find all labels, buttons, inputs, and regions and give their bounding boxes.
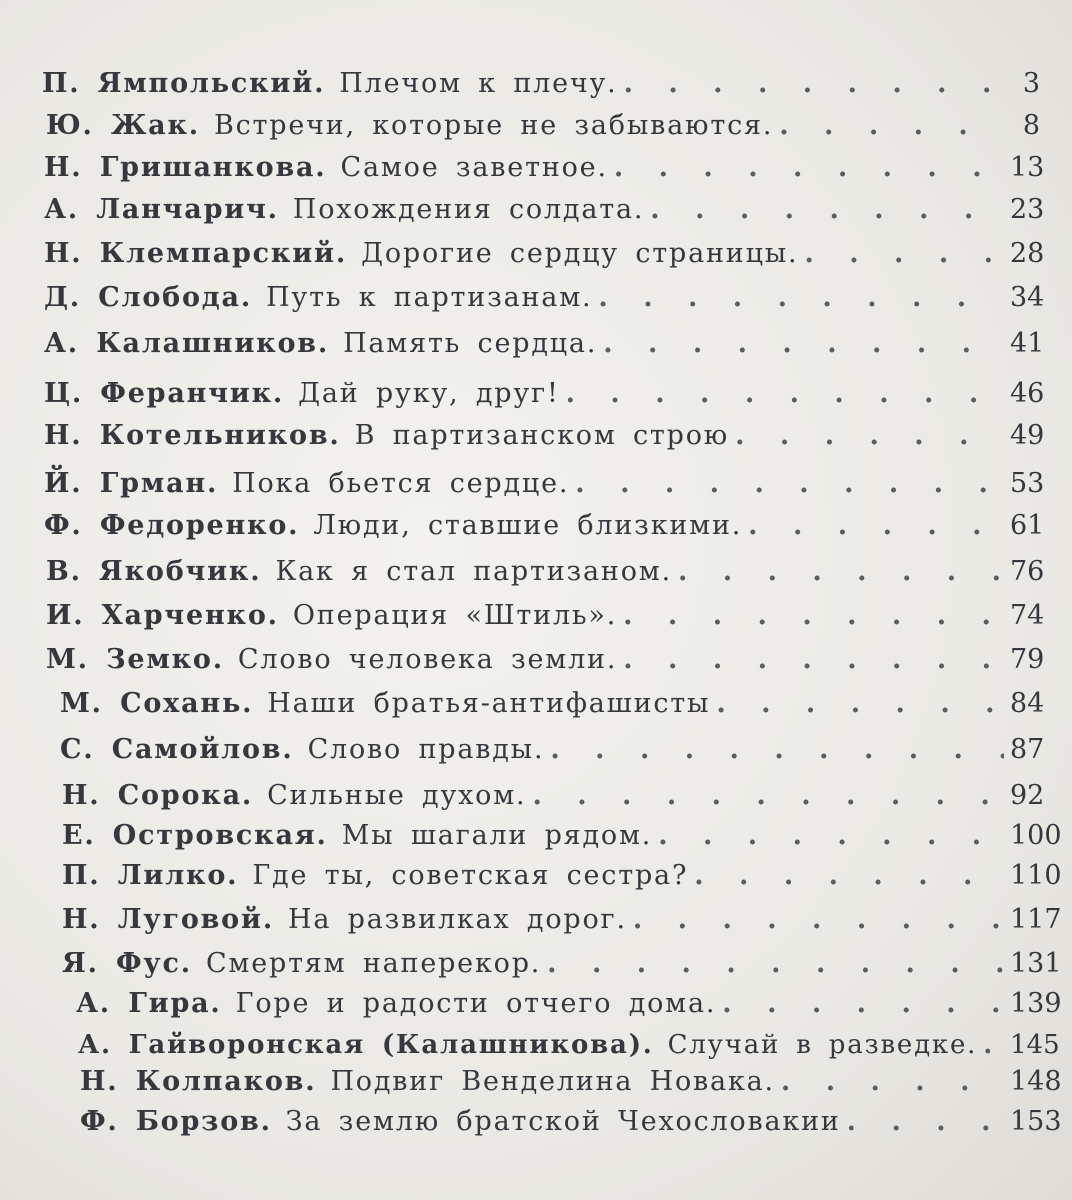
toc-entry — [44, 282, 1045, 322]
entry-page-number: 145 — [1010, 1030, 1060, 1060]
entry-page-number: 139 — [1010, 988, 1062, 1019]
entry-author: А. Гайворонская (Калашникова). — [78, 1030, 654, 1060]
entry-author: Я. Фус. — [62, 948, 192, 979]
entry-title: Сильные духом. — [267, 780, 527, 811]
toc-entry — [76, 988, 1062, 1028]
toc-entry — [46, 600, 1045, 640]
entry-author: М. Сохань. — [60, 688, 254, 719]
entry-title: Плечом к плечу. — [339, 68, 618, 99]
dot-leader — [624, 68, 1004, 99]
entry-title: На развилках дорог. — [288, 904, 627, 935]
entry-page-number: 53 — [1010, 468, 1045, 499]
entry-title: Встречи, которые не забываются. — [213, 110, 774, 141]
entry-page-number: 41 — [1010, 328, 1045, 359]
toc-entry — [42, 68, 1040, 108]
toc-entry — [44, 238, 1045, 278]
dot-leader — [547, 948, 1004, 979]
entry-title: Дорогие сердцу страницы. — [361, 238, 799, 269]
entry-author: П. Ямпольский. — [42, 68, 326, 99]
entry-title: За землю братской Чехословакии — [285, 1106, 841, 1137]
entry-title: Операция «Штиль». — [292, 600, 618, 631]
entry-page-number: 8 — [1022, 110, 1040, 141]
entry-page-number: 28 — [1010, 238, 1045, 269]
dot-leader — [847, 1106, 1004, 1137]
entry-title: Пока бьется сердце. — [232, 468, 570, 499]
entry-author: А. Гира. — [76, 988, 222, 1019]
dot-leader — [532, 780, 1004, 811]
entry-title: Горе и радости отчего дома. — [235, 988, 717, 1019]
dot-leader — [735, 420, 1004, 451]
entry-title: Случай в разведке. — [667, 1030, 978, 1060]
toc-entry — [62, 904, 1062, 944]
toc-entry — [62, 948, 1062, 988]
entry-title: Смертям наперекор. — [205, 948, 542, 979]
dot-leader — [633, 904, 1004, 935]
entry-author: Ц. Феранчик. — [44, 378, 285, 409]
dot-leader — [650, 194, 1004, 225]
entry-page-number: 84 — [1010, 688, 1045, 719]
entry-author: В. Якобчик. — [46, 556, 262, 587]
dot-leader — [603, 328, 1004, 359]
toc-entry — [44, 378, 1045, 418]
toc-entry — [44, 152, 1045, 192]
toc-entry — [62, 860, 1062, 900]
toc-entry — [44, 194, 1045, 234]
entry-author: Н. Гришанкова. — [44, 152, 327, 183]
dot-leader — [781, 1066, 1004, 1097]
entry-title: Слово человека земли. — [237, 644, 618, 675]
entry-author: С. Самойлов. — [60, 734, 294, 765]
entry-title: Самое заветное. — [340, 152, 608, 183]
dot-leader — [678, 556, 1004, 587]
toc-entry — [46, 110, 1040, 150]
toc-entry — [80, 1106, 1062, 1146]
entry-title: Подвиг Венделина Новака. — [330, 1066, 775, 1097]
entry-author: Д. Слобода. — [44, 282, 253, 313]
entry-author: Ф. Борзов. — [80, 1106, 272, 1137]
entry-page-number: 13 — [1010, 152, 1045, 183]
entry-page-number: 23 — [1010, 194, 1045, 225]
entry-page-number: 76 — [1010, 556, 1045, 587]
entry-author: Ф. Федоренко. — [44, 510, 300, 541]
entry-author: Е. Островская. — [62, 820, 328, 851]
entry-page-number: 117 — [1010, 904, 1062, 935]
dot-leader — [550, 734, 1004, 765]
entry-title: Люди, ставшие близкими. — [313, 510, 743, 541]
entry-page-number: 92 — [1010, 780, 1045, 811]
entry-page-number: 3 — [1022, 68, 1040, 99]
entry-author: Й. Грман. — [44, 468, 219, 499]
entry-author: Ю. Жак. — [46, 110, 200, 141]
dot-leader — [748, 510, 1004, 541]
entry-page-number: 153 — [1010, 1106, 1062, 1137]
entry-author: Н. Клемпарский. — [44, 238, 348, 269]
toc-entry — [62, 820, 1062, 860]
entry-title: Как я стал партизаном. — [275, 556, 672, 587]
toc-entry — [60, 688, 1045, 728]
entry-page-number: 100 — [1010, 820, 1062, 851]
dot-leader — [566, 378, 1004, 409]
dot-leader — [983, 1030, 1004, 1060]
entry-title: Память сердца. — [343, 328, 598, 359]
entry-author: А. Ланчарич. — [44, 194, 279, 225]
dot-leader — [804, 238, 1004, 269]
entry-page-number: 87 — [1010, 734, 1045, 765]
entry-page-number: 148 — [1010, 1066, 1062, 1097]
toc-entry — [46, 644, 1045, 684]
entry-page-number: 61 — [1010, 510, 1045, 541]
entry-author: И. Харченко. — [46, 600, 279, 631]
toc-entry — [78, 1030, 1060, 1070]
entry-author: Н. Котельников. — [44, 420, 341, 451]
dot-leader — [658, 820, 1004, 851]
entry-title: Наши братья-антифашисты — [267, 688, 711, 719]
entry-title: Дай руку, друг! — [298, 378, 560, 409]
entry-page-number: 79 — [1010, 644, 1045, 675]
toc-entry — [44, 468, 1045, 508]
entry-page-number: 110 — [1010, 860, 1062, 891]
entry-title: Где ты, советская сестра? — [252, 860, 689, 891]
dot-leader — [722, 988, 1004, 1019]
toc-entry — [46, 556, 1045, 596]
dot-leader — [779, 110, 1004, 141]
entry-page-number: 49 — [1010, 420, 1045, 451]
toc-entry — [44, 510, 1045, 550]
entry-page-number: 74 — [1010, 600, 1045, 631]
entry-title: Слово правды. — [307, 734, 545, 765]
entry-title: В партизанском строю — [354, 420, 730, 451]
entry-page-number: 131 — [1010, 948, 1062, 979]
toc-entry — [44, 328, 1045, 368]
entry-title: Путь к партизанам. — [266, 282, 593, 313]
toc-entry — [80, 1066, 1062, 1106]
entry-author: А. Калашников. — [44, 328, 330, 359]
entry-author: Н. Луговой. — [62, 904, 275, 935]
toc-entry — [60, 734, 1045, 774]
dot-leader — [614, 152, 1004, 183]
dot-leader — [598, 282, 1004, 313]
entry-title: Мы шагали рядом. — [341, 820, 653, 851]
toc-entry — [62, 780, 1045, 820]
dot-leader — [716, 688, 1004, 719]
dot-leader — [694, 860, 1004, 891]
dot-leader — [623, 600, 1004, 631]
dot-leader — [575, 468, 1004, 499]
toc-entry — [44, 420, 1045, 460]
entry-author: Н. Колпаков. — [80, 1066, 317, 1097]
entry-page-number: 34 — [1010, 282, 1045, 313]
dot-leader — [623, 644, 1004, 675]
entry-author: П. Лилко. — [62, 860, 239, 891]
entry-author: Н. Сорока. — [62, 780, 254, 811]
entry-author: М. Земко. — [46, 644, 224, 675]
entry-title: Похождения солдата. — [292, 194, 645, 225]
entry-page-number: 46 — [1010, 378, 1045, 409]
